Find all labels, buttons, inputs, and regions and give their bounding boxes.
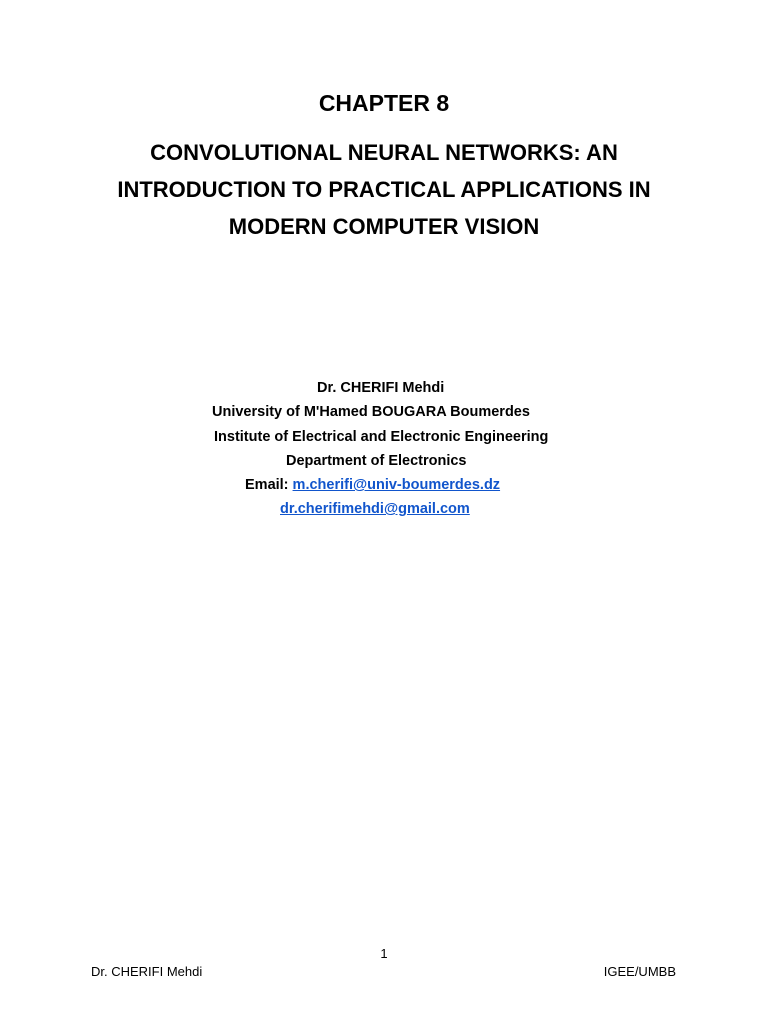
chapter-title-line: INTRODUCTION TO PRACTICAL APPLICATIONS IN <box>117 177 651 202</box>
email-row <box>245 473 500 497</box>
author-name: Dr. CHERIFI Mehdi <box>317 380 445 396</box>
page-number: 1 <box>380 946 388 961</box>
chapter-title-line: CONVOLUTIONAL NEURAL NETWORKS: AN <box>150 140 618 165</box>
chapter-label: CHAPTER 8 <box>318 90 450 116</box>
author-institute: Institute of Electrical and Electronic Engineering <box>214 429 549 445</box>
email-link-primary[interactable]: m.cherifi@univ-boumerdes.dz <box>292 477 501 493</box>
author-department: Department of Electronics <box>286 453 467 469</box>
author-university: University of M'Hamed BOUGARA Boumerdes <box>212 404 530 420</box>
footer-author: Dr. CHERIFI Mehdi <box>91 964 203 979</box>
email-row-secondary <box>280 497 470 521</box>
email-link-secondary[interactable]: dr.cherifimehdi@gmail.com <box>280 501 470 517</box>
email-label: Email: <box>245 477 289 493</box>
chapter-title <box>60 134 708 245</box>
footer-institution: IGEE/UMBB <box>603 964 676 979</box>
chapter-title-line: MODERN COMPUTER VISION <box>228 214 540 239</box>
